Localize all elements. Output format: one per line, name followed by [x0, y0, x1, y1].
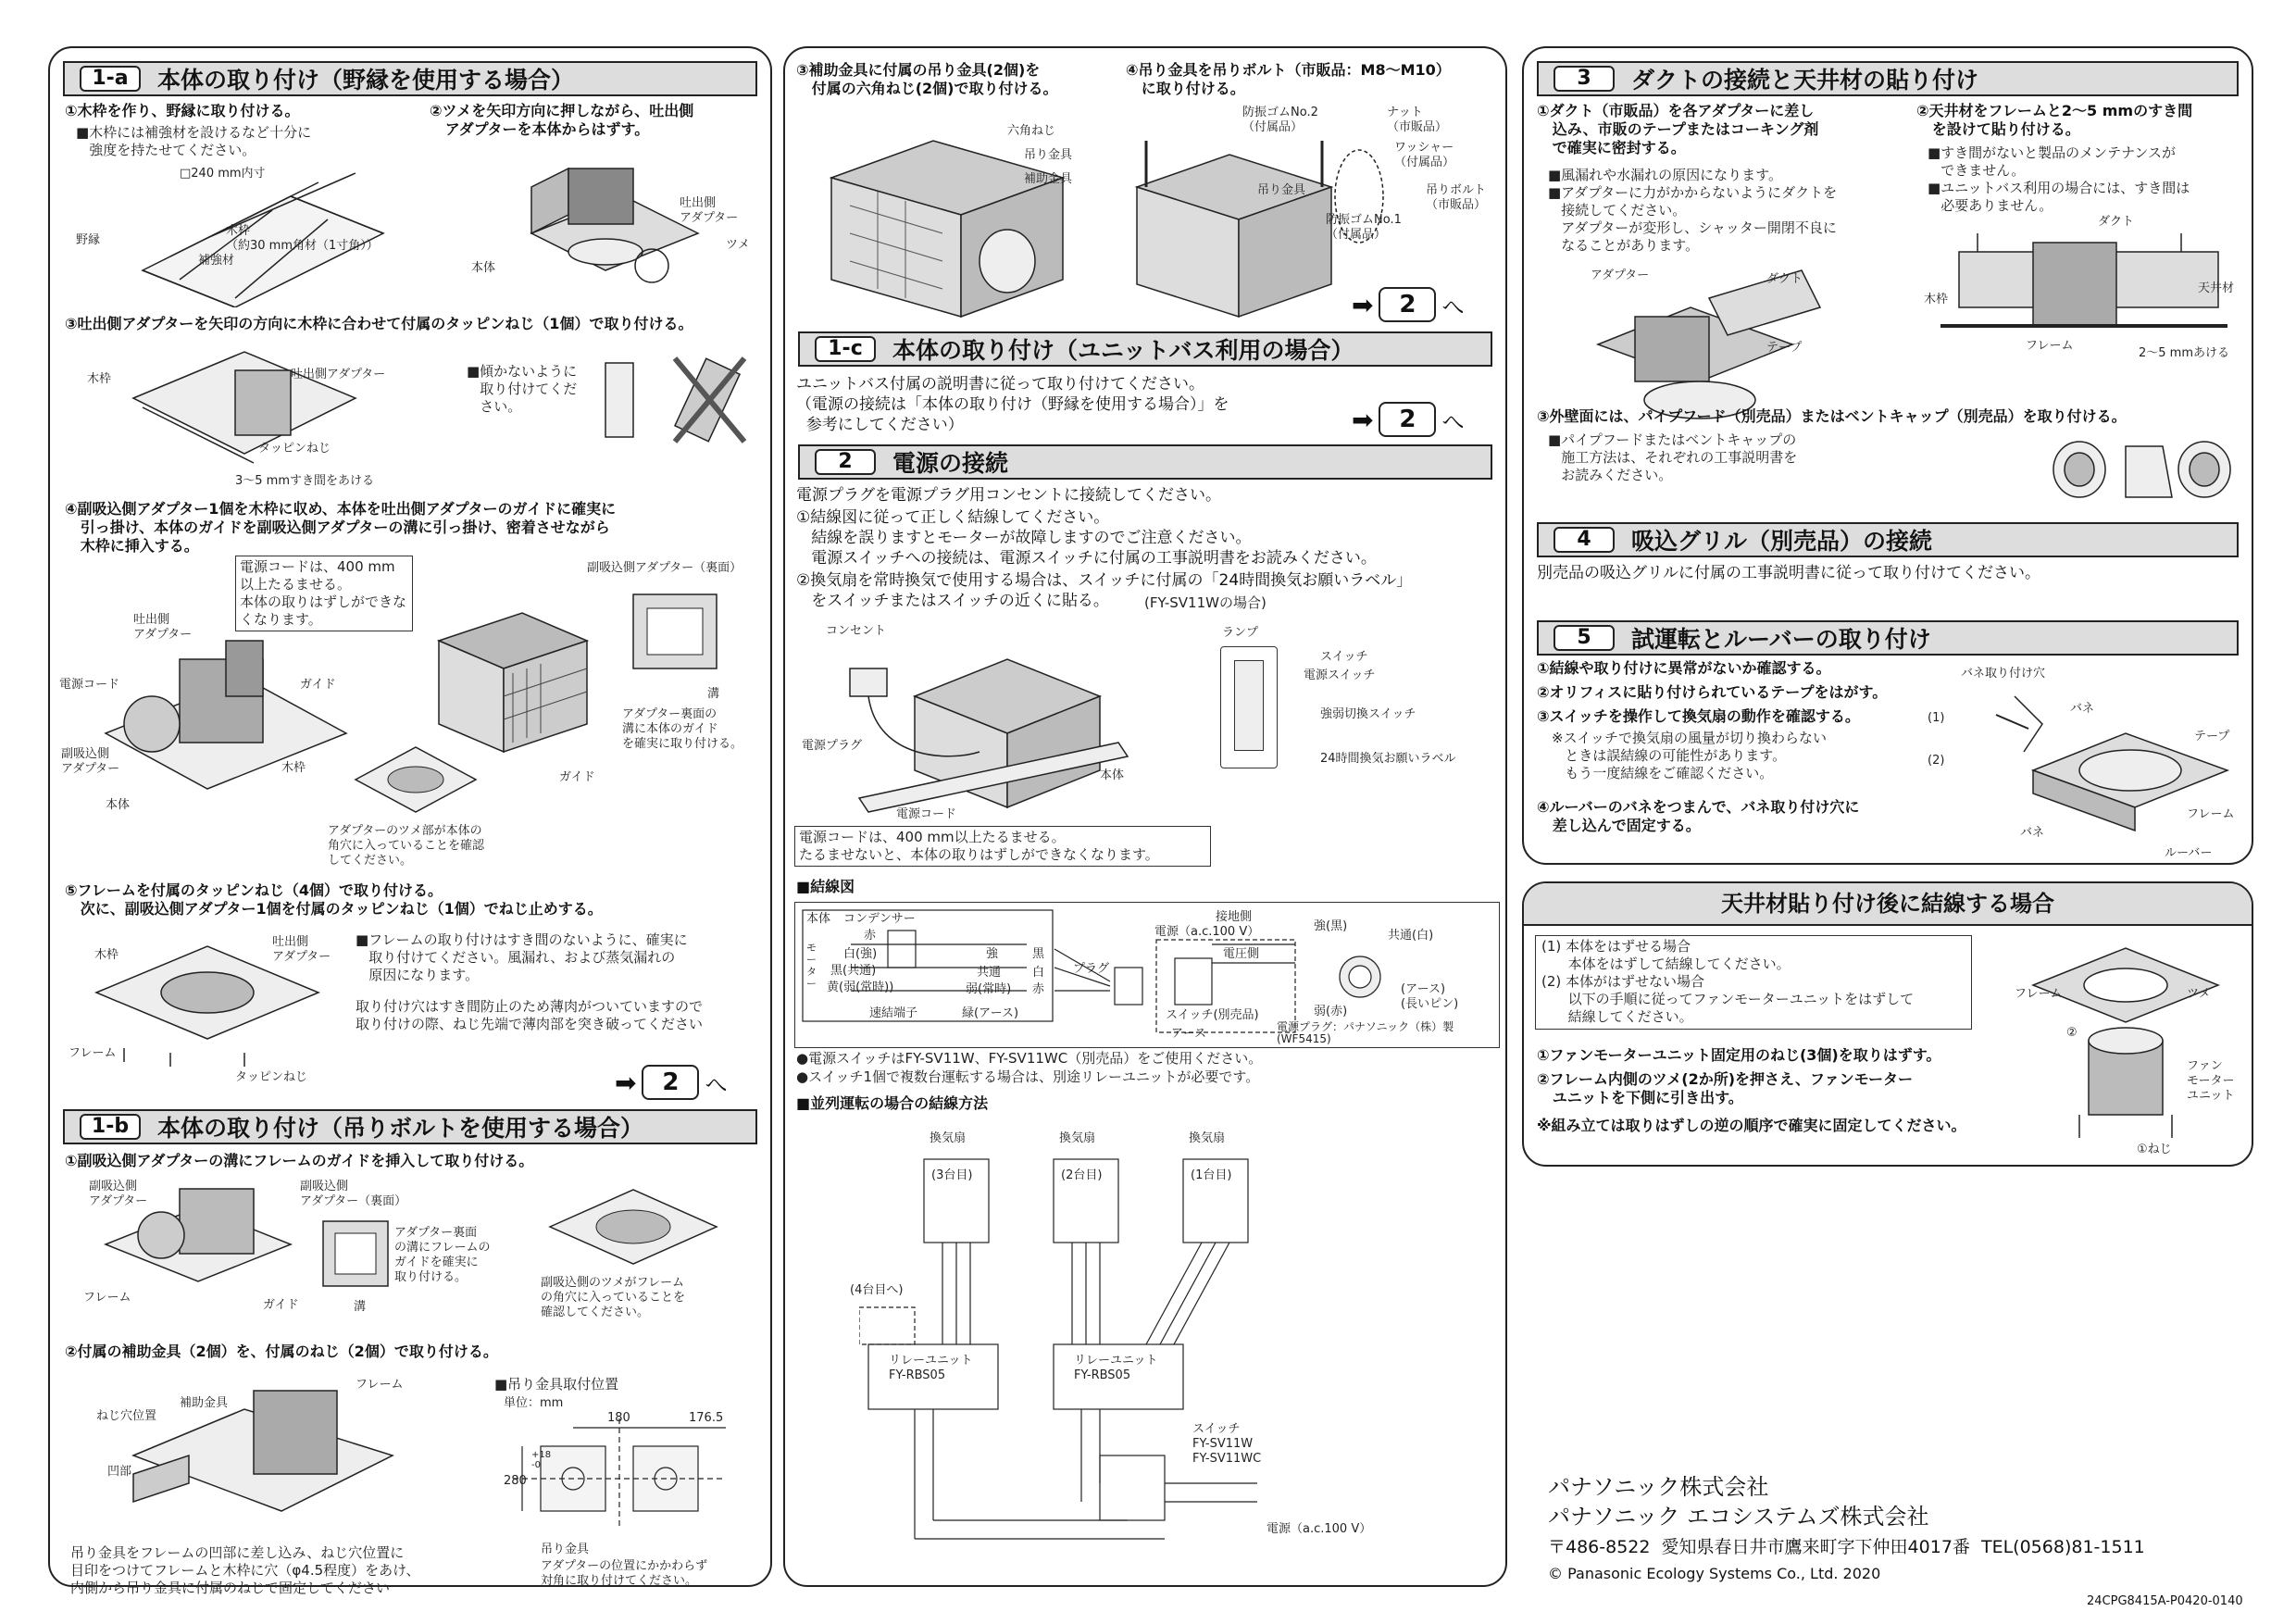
label-nejiana: ねじ穴位置 [96, 1409, 157, 1423]
label-tapping: タッピンねじ [258, 442, 331, 456]
label-bane-2: バネ [2020, 826, 2045, 840]
w-cond: コンデンサー [843, 912, 916, 926]
section-title: 本体の取り付け（吊りボルトを使用する場合） [157, 1115, 644, 1142]
label-bane: バネ [2070, 702, 2095, 716]
label-fuku-b: 副吸込側 アダプター [89, 1180, 148, 1208]
power-label: 電源（a.c.100 V） [1267, 1522, 1372, 1536]
step-1c-text: ユニットバス付属の説明書に従って取り付けてください。 （電源の接続は「本体の取り付け（野縁を使用する場合）」を 参考にしてください） [796, 375, 1229, 434]
company-2: パナソニック エコシステムズ株式会社 [1548, 1504, 1929, 1530]
section-title: 本体の取り付け（ユニットバス利用の場合） [892, 337, 1354, 364]
p-jaku: 弱(赤) [1314, 1005, 1348, 1018]
relay-1: リレーユニット FY-RBS05 [889, 1354, 973, 1382]
label-hojo: 補助金具 [180, 1396, 229, 1410]
label-toshutsu-4: 吐出側 アダプター [272, 935, 331, 964]
label-washer: ワッシャー （付属品） [1394, 141, 1455, 169]
section-number: 1-a [80, 66, 141, 92]
after-cases-box [1535, 935, 1972, 1030]
section-1a-header [63, 61, 757, 96]
tilt-warning-figure [587, 344, 754, 456]
goto-section-2-b[interactable] [1352, 287, 1464, 322]
relay-2: リレーユニット FY-RBS05 [1074, 1354, 1158, 1382]
label-frame: フレーム [69, 1046, 117, 1060]
section-1c-header [798, 331, 1492, 367]
label-tsume: ツメ [726, 238, 750, 252]
middle-column [783, 46, 1507, 1587]
label-tapping-2: タッピンねじ [235, 1070, 308, 1084]
copyright: © Panasonic Ecology Systems Co., Ltd. 2020 [1548, 1565, 1881, 1582]
step-1b-4: ④吊り金具を吊りボルト（市販品：M8～M10） に取り付ける。 [1126, 61, 1451, 97]
label-kyojaku-switch: 強弱切換スイッチ [1320, 707, 1416, 721]
company-1: パナソニック株式会社 [1548, 1474, 1769, 1500]
label-tsuri: 吊り金具 [541, 1543, 590, 1556]
w-renketsu: 速結端子 [869, 1006, 918, 1020]
after-cases: (1) 本体をはずせる場合 本体をはずして結線してください。 (2) 本体がはずせない場合 以下の手順に従ってファンモーターユニットをはずして 結線してください。 [1541, 938, 1915, 1025]
dim-180: 180 [607, 1411, 630, 1425]
insert-unit-figure [69, 604, 365, 807]
label-duct: ダクト [1766, 272, 1803, 286]
step-3-2: ②天井材をフレームと2～5 mmのすき間 を設けて貼り付ける。 [1916, 102, 2193, 138]
label-tape-r: テープ [2194, 730, 2230, 743]
label-tsuri-kanagu: 吊り金具 [1024, 148, 1073, 162]
w-wht: 白 [1032, 966, 1045, 980]
adapter-tsume-figure [346, 733, 485, 826]
frame-tsume-figure [541, 1176, 726, 1278]
section-2-header [798, 444, 1492, 480]
adapter-back-figure [624, 585, 726, 687]
section-title: 電源の接続 [892, 450, 1009, 477]
cord-note: 電源コードは、400 mm 以上たるませる。 本体の取りはずしができな くなります。 [240, 558, 407, 628]
goto-section-2[interactable] [615, 1065, 727, 1100]
step-5-1: ①結線や取り付けに異常がないか確認する。 [1537, 659, 1831, 677]
cord-note-box-2 [794, 826, 1211, 867]
dim-280: 280 [504, 1474, 527, 1488]
goto-he: へ [705, 1071, 728, 1098]
label-mizo-b: 溝 [354, 1300, 367, 1314]
label-fan: ファン モーター ユニット [2187, 1059, 2235, 1103]
label-louver: ルーバー [2165, 846, 2213, 860]
right-column-top [1522, 46, 2253, 865]
label-kiwaku: 木枠 （約30 mm角材（1寸角）） [226, 224, 379, 253]
label-tenjo: 天井材 [2198, 281, 2235, 295]
step-1b-2-note: 吊り金具をフレームの凹部に差し込み、ねじ穴位置に 目印をつけてフレームと木枠に穴（φ4.5程度）をあけ、 内側から吊り金具に付属のねじで固定してください [70, 1544, 420, 1596]
label-gap: 3～5 mmすき間をあける [235, 474, 375, 488]
label-consent: コンセント [826, 624, 887, 638]
w-earth: アース [1171, 1027, 1206, 1041]
dim-tolerance: +18 -0 [531, 1450, 552, 1470]
step-4-text: 別売品の吸込グリルに付属の工事説明書に従って取り付けてください。 [1537, 564, 2040, 582]
label-tsume-note: アダプターのツメ部が本体の 角穴に入っていることを確認 してください。 [328, 824, 485, 868]
label-hontai-m: 本体 [1100, 768, 1125, 782]
label-bogo-1: 防振ゴムNo.1 （付属品） [1326, 213, 1402, 242]
step-1a-3-note: ■傾かないように 取り付けてくだ さい。 [467, 363, 578, 415]
label-tape: テープ [1766, 341, 1803, 355]
label-bogo-2: 防振ゴムNo.2 （付属品） [1242, 106, 1318, 134]
w-red: 赤 [864, 929, 877, 943]
w-kyotsu: 共通 [977, 966, 1002, 980]
section-1b-header [63, 1109, 757, 1144]
label-lamp: ランプ [1222, 626, 1259, 640]
w-kyo: 強 [986, 947, 999, 961]
unit-1: (1台目) [1191, 1168, 1232, 1182]
unit-4: (4台目へ) [850, 1283, 904, 1297]
label-guide: ガイド [300, 678, 336, 692]
label-mizo-note: アダプター裏面の 溝に本体のガイド を確実に取り付ける。 [622, 707, 743, 751]
label-neji: ①ねじ [2137, 1143, 2172, 1156]
label-guide-b: ガイド [263, 1298, 299, 1312]
p-plug: 電源プラグ：パナソニック（株）製 (WF5415) [1277, 1020, 1454, 1045]
kanki-2: 換気扇 [1059, 1131, 1096, 1145]
step-3-3: ③外壁面には、パイプフード（別売品）またはベントキャップ（別売品）を取り付ける。 [1537, 407, 2127, 425]
parallel-title: ■並列運転の場合の結線方法 [796, 1094, 989, 1112]
label-hojo-kanagu: 補助金具 [1024, 172, 1073, 186]
label-nut: ナット （市販品） [1387, 106, 1448, 134]
w-switch: スイッチ(別売品) [1166, 1008, 1259, 1022]
label-frame-b: フレーム [83, 1291, 131, 1305]
tsuri-position-diagram [504, 1409, 735, 1539]
goto-number: 2 [642, 1065, 699, 1100]
w-dengen: 電源（a.c.100 V） [1154, 925, 1260, 939]
label-kiwaku-2: 木枠 [87, 372, 112, 386]
label-fuku-ura: 副吸込側アダプター（裏面） [587, 561, 742, 575]
label-toshutsu: 吐出側 アダプター [680, 196, 739, 225]
pipe-hood-figure [2042, 428, 2237, 511]
step-5-3: ③スイッチを操作して換気扇の動作を確認する。 [1537, 707, 1860, 725]
tsuri-position-title: ■吊り金具取付位置 [494, 1376, 619, 1393]
unit-3: (3台目) [931, 1168, 973, 1182]
label-frame-r: フレーム [2026, 339, 2074, 353]
step-3-3-note: ■パイプフードまたはベントキャップの 施工方法は、それぞれの工事説明書を お読みください。 [1548, 431, 1798, 483]
label-kiwaku-r: 木枠 [1924, 293, 1949, 306]
parallel-wiring-diagram [859, 1131, 1267, 1557]
label-kiwaku-3: 木枠 [281, 761, 306, 775]
label-tsuri-kanagu-2: 吊り金具 [1257, 183, 1306, 197]
w-motor: モ ー タ ー [806, 942, 817, 990]
step-3-1: ①ダクト（市販品）を各アダプターに差し 込み、市販のテープまたはコーキング剤 で確実に密封する。 [1537, 102, 1819, 156]
step-1b-1: ①副吸込側アダプターの溝にフレームのガイドを挿入して取り付ける。 [65, 1152, 534, 1169]
label-rokkaku: 六角ねじ [1007, 124, 1056, 138]
after-wiring-header [1524, 883, 2252, 926]
label-tsuri-note: アダプターの位置にかかわらず 対角に取り付けてください。 [541, 1559, 708, 1588]
label-switch: スイッチ [1320, 650, 1368, 664]
fan-unit-figure [2024, 930, 2227, 1152]
label-24h: 24時間換気お願いラベル [1320, 752, 1456, 766]
step-1b-3: ③補助金具に付属の吊り金具(2個)を 付属の六角ねじ(2個)で取り付ける。 [796, 61, 1058, 97]
label-hokyo: 補強材 [198, 254, 235, 268]
power-step-1: ①結線図に従って正しく結線してください。 結線を誤りますとモーターが故障しますのでご注意ください。 電源スイッチへの接続は、電源スイッチに付属の工事説明書をお読みください。 [796, 508, 1377, 568]
label-1: (1) [1928, 711, 1945, 725]
power-intro: 電源プラグを電源プラグ用コンセントに接続してください。 [796, 486, 1221, 505]
label-unit: 単位：mm [504, 1396, 564, 1410]
label-hontai: 本体 [471, 261, 496, 275]
document-code: 24CPG8415A-P0420-0140 [2087, 1594, 2243, 1608]
section-5-header [1537, 620, 2239, 656]
w-setchi: 接地側 [1216, 910, 1253, 924]
section-number: 3 [1554, 66, 1615, 92]
w-plug: プラグ [1073, 962, 1110, 976]
step-1a-3: ③吐出側アダプターを矢印の方向に木枠に合わせて付属のタッピンねじ（1個）で取り付ける。 [65, 315, 693, 332]
ceiling-figure [1940, 233, 2237, 363]
step-3-2-note: ■すき間がないと製品のメンテナンスが できません。 ■ユニットバス利用の場合には、すき間は 必要ありません。 [1928, 144, 2190, 214]
w-jaku: 弱(常時) [966, 982, 1012, 996]
w-blk: 黒 [1032, 947, 1045, 961]
label-noen: 野縁 [76, 233, 101, 247]
right-column-after [1522, 881, 2253, 1167]
w-hontai: 本体 [806, 912, 831, 926]
section-number: 1-b [80, 1114, 141, 1140]
label-240: □240 mm内寸 [180, 167, 266, 181]
label-duct-2: ダクト [2098, 215, 2135, 229]
goto-he: へ [1441, 408, 1465, 435]
note-switch: ●電源スイッチはFY-SV11W、FY-SV11WC（別売品）をご使用ください。 [796, 1050, 1263, 1067]
p-kyotsu: 共通(白) [1388, 929, 1434, 943]
step-1a-1-note: ■木枠には補強材を設けるなど十分に 強度を持たせてください。 [76, 124, 312, 158]
label-toshutsu-2: 吐出側アダプター [291, 368, 386, 381]
section-number: 5 [1554, 625, 1615, 651]
label-oubu: 凹部 [107, 1465, 132, 1479]
goto-he: へ [1441, 294, 1465, 320]
after-step-1: ①ファンモーターユニット固定用のねじ(3個)を取りはずす。 [1537, 1046, 1941, 1064]
after-step-3: ※組み立ては取りはずしの逆の順序で確実に固定してください。 [1537, 1117, 1966, 1134]
step-1a-5-note-2: 取り付け穴はすき間防止のため薄肉がついていますので 取り付けの際、ねじ先端で薄肉部を突き破ってください [356, 998, 704, 1032]
section-number: 2 [815, 449, 876, 475]
w-green: 緑(アース) [962, 1006, 1019, 1020]
step-3-1-note: ■風漏れや水漏れの原因になります。 ■アダプターに力がかからないようにダクトを 接続してください。 アダプターが変形し、シャッター開閉不良に なることがあります。 [1548, 167, 1838, 254]
power-step-2: ②換気扇を常時換気で使用する場合は、スイッチに付属の「24時間換気お願いラベル」 をスイッチまたはスイッチの近くに貼る。 [796, 571, 1413, 610]
label-frame-a: フレーム [2015, 987, 2063, 1001]
wiring-diagram-frame [794, 902, 1500, 1048]
label-cord: 電源コード [896, 807, 957, 821]
step-5-3-note: ※スイッチで換気扇の風量が切り換わらない ときは誤結線の可能性があります。 もう一度結線をご確認ください。 [1552, 730, 1827, 781]
goto-section-2-c[interactable] [1352, 402, 1464, 437]
label-hontai-2: 本体 [106, 798, 131, 812]
after-wiring-title: 天井材貼り付け後に結線する場合 [1721, 891, 2054, 917]
dim-176-5: 176.5 [689, 1411, 724, 1425]
goto-number: 2 [1379, 402, 1436, 437]
kanki-1: 換気扇 [1189, 1131, 1226, 1145]
label-fuku: 副吸込側 アダプター [61, 747, 120, 776]
arrow-icon: ➡ [1352, 289, 1374, 320]
step-5-2: ②オリフィスに貼り付けられているテープをはがす。 [1537, 683, 1888, 701]
label-adapter: アダプター [1591, 269, 1650, 282]
p-kyo: 強(黒) [1314, 919, 1348, 933]
section-title: 本体の取り付け（野縁を使用する場合） [157, 67, 575, 94]
goto-number: 2 [1379, 287, 1436, 322]
left-column [48, 46, 772, 1596]
label-ura-note-b: アダプター裏面 の溝にフレームの ガイドを確実に 取り付ける。 [394, 1226, 491, 1284]
step-1a-2: ②ツメを矢印方向に押しながら、吐出側 アダプターを本体からはずす。 [430, 102, 694, 138]
label-frame-b2: フレーム [356, 1378, 404, 1392]
w-black: 黒(共通) [830, 964, 877, 978]
label-guide-2: ガイド [559, 770, 595, 784]
unit-2: (2台目) [1061, 1168, 1103, 1182]
arrow-icon: ➡ [1352, 404, 1374, 435]
label-toshutsu-3: 吐出側 アダプター [133, 613, 193, 642]
hojo-kanagu-figure [115, 1372, 411, 1530]
note-relay: ●スイッチ1個で複数台運転する場合は、別途リレーユニットが必要です。 [796, 1068, 1260, 1085]
p-earth: (アース) (長いピン) [1401, 982, 1459, 1011]
label-bane-hole: バネ取り付け穴 [1961, 667, 2046, 681]
after-step-2: ②フレーム内側のツメ(2か所)を押さえ、ファンモーター ユニットを下側に引き出す。 [1537, 1070, 1914, 1106]
kanki-3: 換気扇 [930, 1131, 967, 1145]
label-2-arrow: ② [2066, 1026, 2078, 1040]
w-rd: 赤 [1032, 982, 1045, 996]
wiring-title: ■結線図 [796, 878, 855, 895]
section-title: 試運転とルーバーの取り付け [1631, 626, 1931, 653]
cord-note-2: 電源コードは、400 mm以上たるませる。 たるませないと、本体の取りはずしができなくなります。 [799, 829, 1159, 863]
label-dengen-cord: 電源コード [59, 678, 120, 692]
consent-plug-figure [841, 622, 1137, 835]
label-fuku-ura-b: 副吸込側 アダプター（裏面） [300, 1180, 407, 1208]
step-1a-5-note: ■フレームの取り付けはすき間のないように、確実に 取り付けてください。風漏れ、および蒸気漏れの 原因になります。 [356, 931, 688, 983]
label-tsume-note-b: 副吸込側のツメがフレーム の角穴に入っていることを 確認してください。 [541, 1276, 686, 1319]
arrow-icon: ➡ [615, 1067, 637, 1098]
adapter-tapping-figure [124, 343, 365, 481]
label-2: (2) [1928, 754, 1945, 768]
section-number: 1-c [815, 336, 876, 362]
w-denatsu: 電圧側 [1223, 947, 1260, 961]
label-tsume-a: ツメ [2187, 987, 2211, 1001]
switch-plate [1220, 646, 1278, 768]
step-1a-4: ④副吸込側アダプター1個を木枠に収め、本体を吐出側アダプターのガイドに確実に 引っ掛け、本体のガイドを副吸込側アダプターの溝に引っ掛け、密着させながら 木枠に挿入する。 [65, 500, 617, 555]
label-bolt: 吊りボルト （市販品） [1426, 183, 1487, 212]
adapter-back-b-figure [318, 1217, 393, 1300]
power-step-2-model: (FY-SV11Wの場合) [1144, 594, 1267, 611]
label-dengen-switch: 電源スイッチ [1304, 668, 1376, 682]
section-title: ダクトの接続と天井材の貼り付け [1631, 67, 1979, 94]
section-title: 吸込グリル（別売品）の接続 [1631, 528, 1933, 555]
label-plug: 電源プラグ [802, 739, 863, 753]
section-number: 4 [1554, 527, 1615, 553]
label-frame-r2: フレーム [2187, 807, 2235, 821]
w-white: 白(強) [843, 947, 878, 961]
label-mizo: 溝 [707, 687, 720, 701]
company-address: 〒486-8522 愛知県春日井市鷹来町字下仲田4017番 TEL(0568)81-1511 [1548, 1537, 2145, 1557]
w-yellow: 黄(弱(常時)) [827, 981, 894, 994]
step-5-4: ④ルーバーのバネをつまんで、バネ取り付け穴に 差し込んで固定する。 [1537, 798, 1860, 834]
sw-label: スイッチ FY-SV11W FY-SV11WC [1192, 1422, 1262, 1466]
step-1a-5: ⑤フレームを付属のタッピンねじ（4個）で取り付ける。 次に、副吸込側アダプター1個を付属のタッピンねじ（1個）でねじ止めする。 [65, 881, 603, 918]
label-kiwaku-4: 木枠 [94, 948, 119, 962]
section-3-header [1537, 61, 2239, 96]
step-1a-1: ①木枠を作り、野縁に取り付ける。 [65, 102, 300, 119]
step-1b-2: ②付属の補助金具（2個）を、付属のねじ（2個）で取り付ける。 [65, 1343, 498, 1360]
label-gap-r: 2～5 mmあける [2139, 346, 2230, 360]
section-4-header [1537, 522, 2239, 557]
